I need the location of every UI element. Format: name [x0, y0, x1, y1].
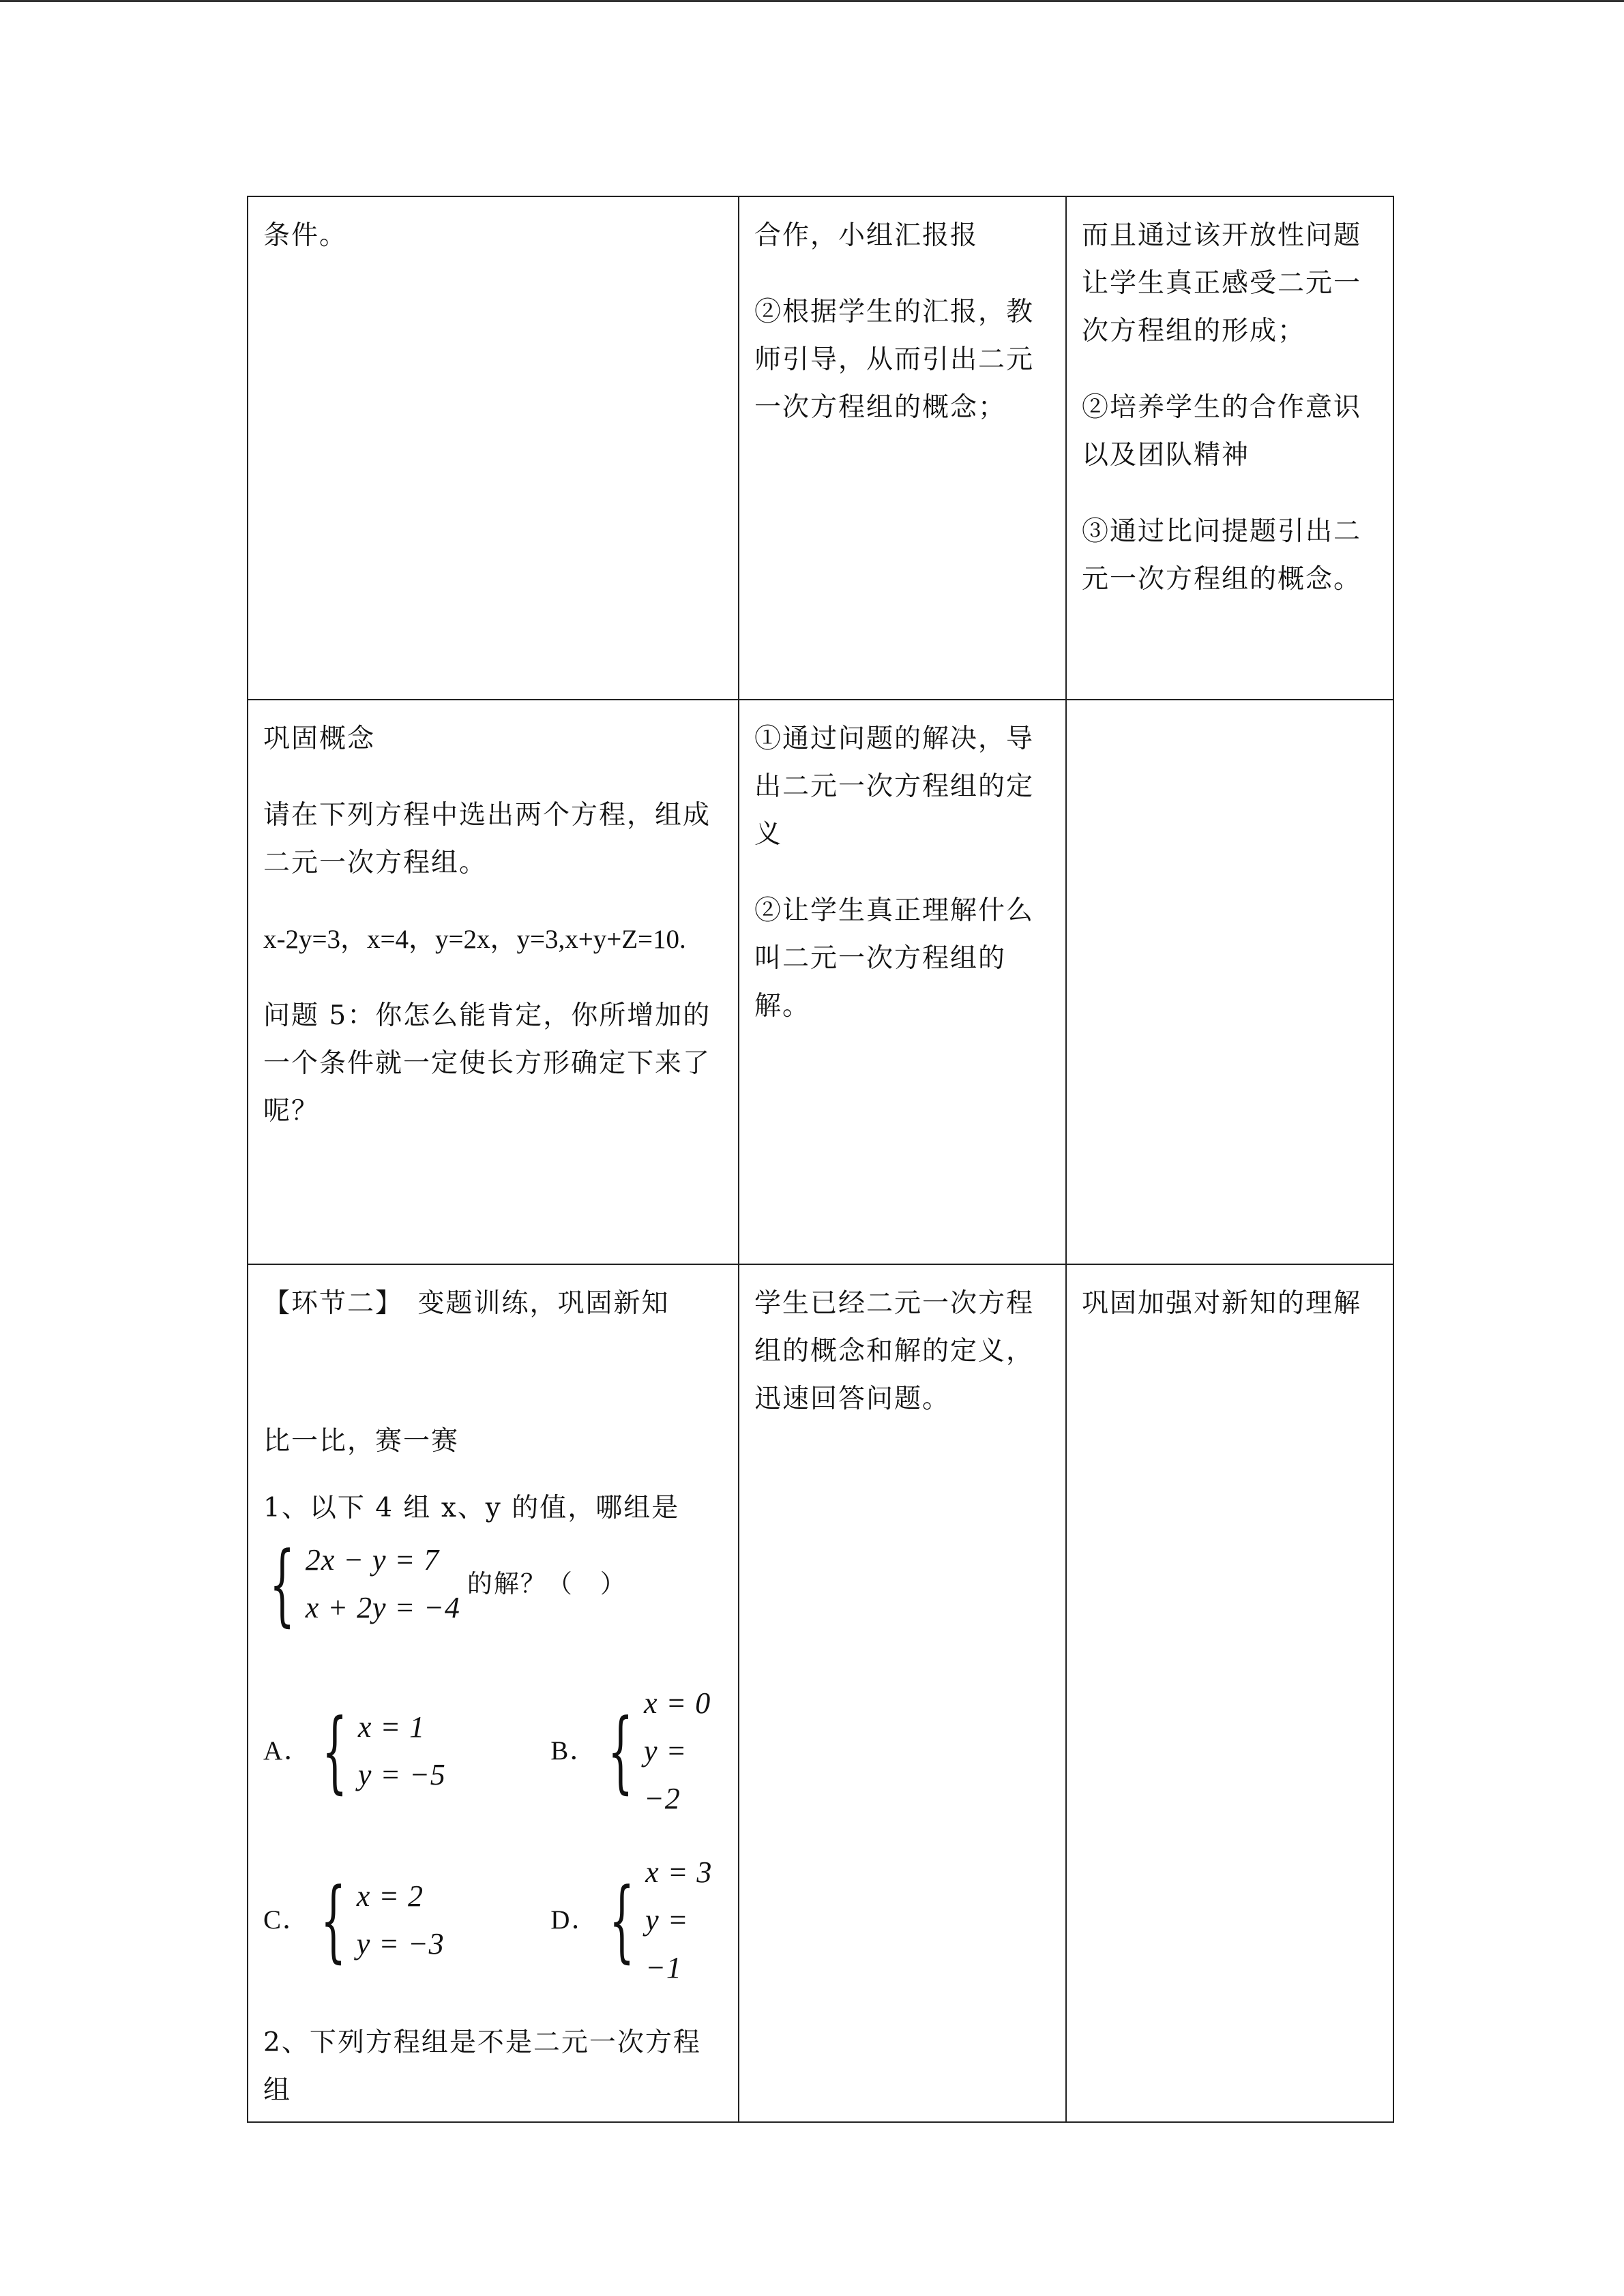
left-brace-icon: { — [322, 1699, 348, 1803]
section-heading: 巩固概念 — [263, 724, 376, 754]
question-text: 问题 5：你怎么能肯定，你所增加的一个条件就一定使长方形确定下来了呢？ — [263, 1000, 711, 1127]
system-suffix: 的解？（ ） — [467, 1569, 627, 1598]
cell-design-intent — [1066, 700, 1393, 1264]
top-border — [0, 0, 1624, 2]
left-brace-icon: { — [608, 1699, 634, 1803]
option-c: C． { x = 2 y = −3 — [263, 1868, 445, 1972]
activity-text: ②让学生真正理解什么叫二元一次方程组的解。 — [754, 895, 1035, 1022]
table-row — [248, 196, 1393, 700]
system-equation: 2x − y = 7 — [305, 1543, 440, 1577]
equation-system — [263, 1532, 724, 1636]
content-text: 条件。 — [263, 220, 348, 251]
cell-design-intent — [1066, 196, 1393, 700]
intent-text: ③通过比问提题引出二元一次方程组的概念。 — [1082, 516, 1362, 595]
intent-text: 巩固加强对新知的理解 — [1082, 1288, 1362, 1319]
cell-student-activity — [739, 700, 1066, 1264]
option-row — [263, 1849, 724, 1992]
activity-text: ②根据学生的汇报，教师引导，从而引出二元一次方程组的概念； — [754, 297, 1035, 423]
section-heading: 【环节二】 变题训练，巩固新知 — [263, 1288, 670, 1319]
cell-design-intent — [1066, 1264, 1393, 2122]
cell-teaching-content — [248, 196, 739, 700]
intent-text: 而且通过该开放性问题让学生真正感受二元一次方程组的形成； — [1082, 220, 1362, 346]
left-brace-icon: { — [609, 1868, 636, 1972]
cell-teaching-content — [248, 1264, 739, 2122]
cell-student-activity — [739, 1264, 1066, 2122]
lesson-plan-table — [247, 196, 1394, 2123]
table-row — [248, 700, 1393, 1264]
cell-teaching-content — [248, 700, 739, 1264]
system-equation: x + 2y = −4 — [305, 1591, 460, 1624]
activity-text: ①通过问题的解决，导出二元一次方程组的定义 — [754, 724, 1035, 850]
question-2-text: 2、下列方程组是不是二元一次方程组 — [263, 2027, 701, 2106]
option-b: B． { x = 0 y = −2 — [550, 1686, 711, 1815]
activity-text: 合作，小组汇报报 — [754, 220, 979, 251]
table-row — [248, 1264, 1393, 2122]
activity-text: 学生已经二元一次方程组的概念和解的定义，迅速回答问题。 — [754, 1288, 1035, 1414]
option-d: D． { x = 3 y = −1 — [550, 1855, 713, 1984]
option-a: A． { x = 1 y = −5 — [263, 1699, 446, 1803]
equation-list: x-2y=3，x=4，y=2x，y=3,x+y+Z=10. — [263, 925, 686, 954]
answer-options — [263, 1680, 724, 1992]
left-brace-icon: { — [269, 1532, 295, 1636]
intent-text: ②培养学生的合作意识以及团队精神 — [1082, 392, 1362, 471]
instruction-text: 请在下列方程中选出两个方程，组成二元一次方程组。 — [263, 800, 711, 878]
option-row — [263, 1680, 724, 1823]
left-brace-icon: { — [321, 1868, 346, 1972]
subtitle-text: 比一比，赛一赛 — [263, 1426, 460, 1457]
question-1-text: 1、以下 4 组 x、y 的值，哪组是 — [263, 1493, 680, 1523]
cell-student-activity — [739, 196, 1066, 700]
